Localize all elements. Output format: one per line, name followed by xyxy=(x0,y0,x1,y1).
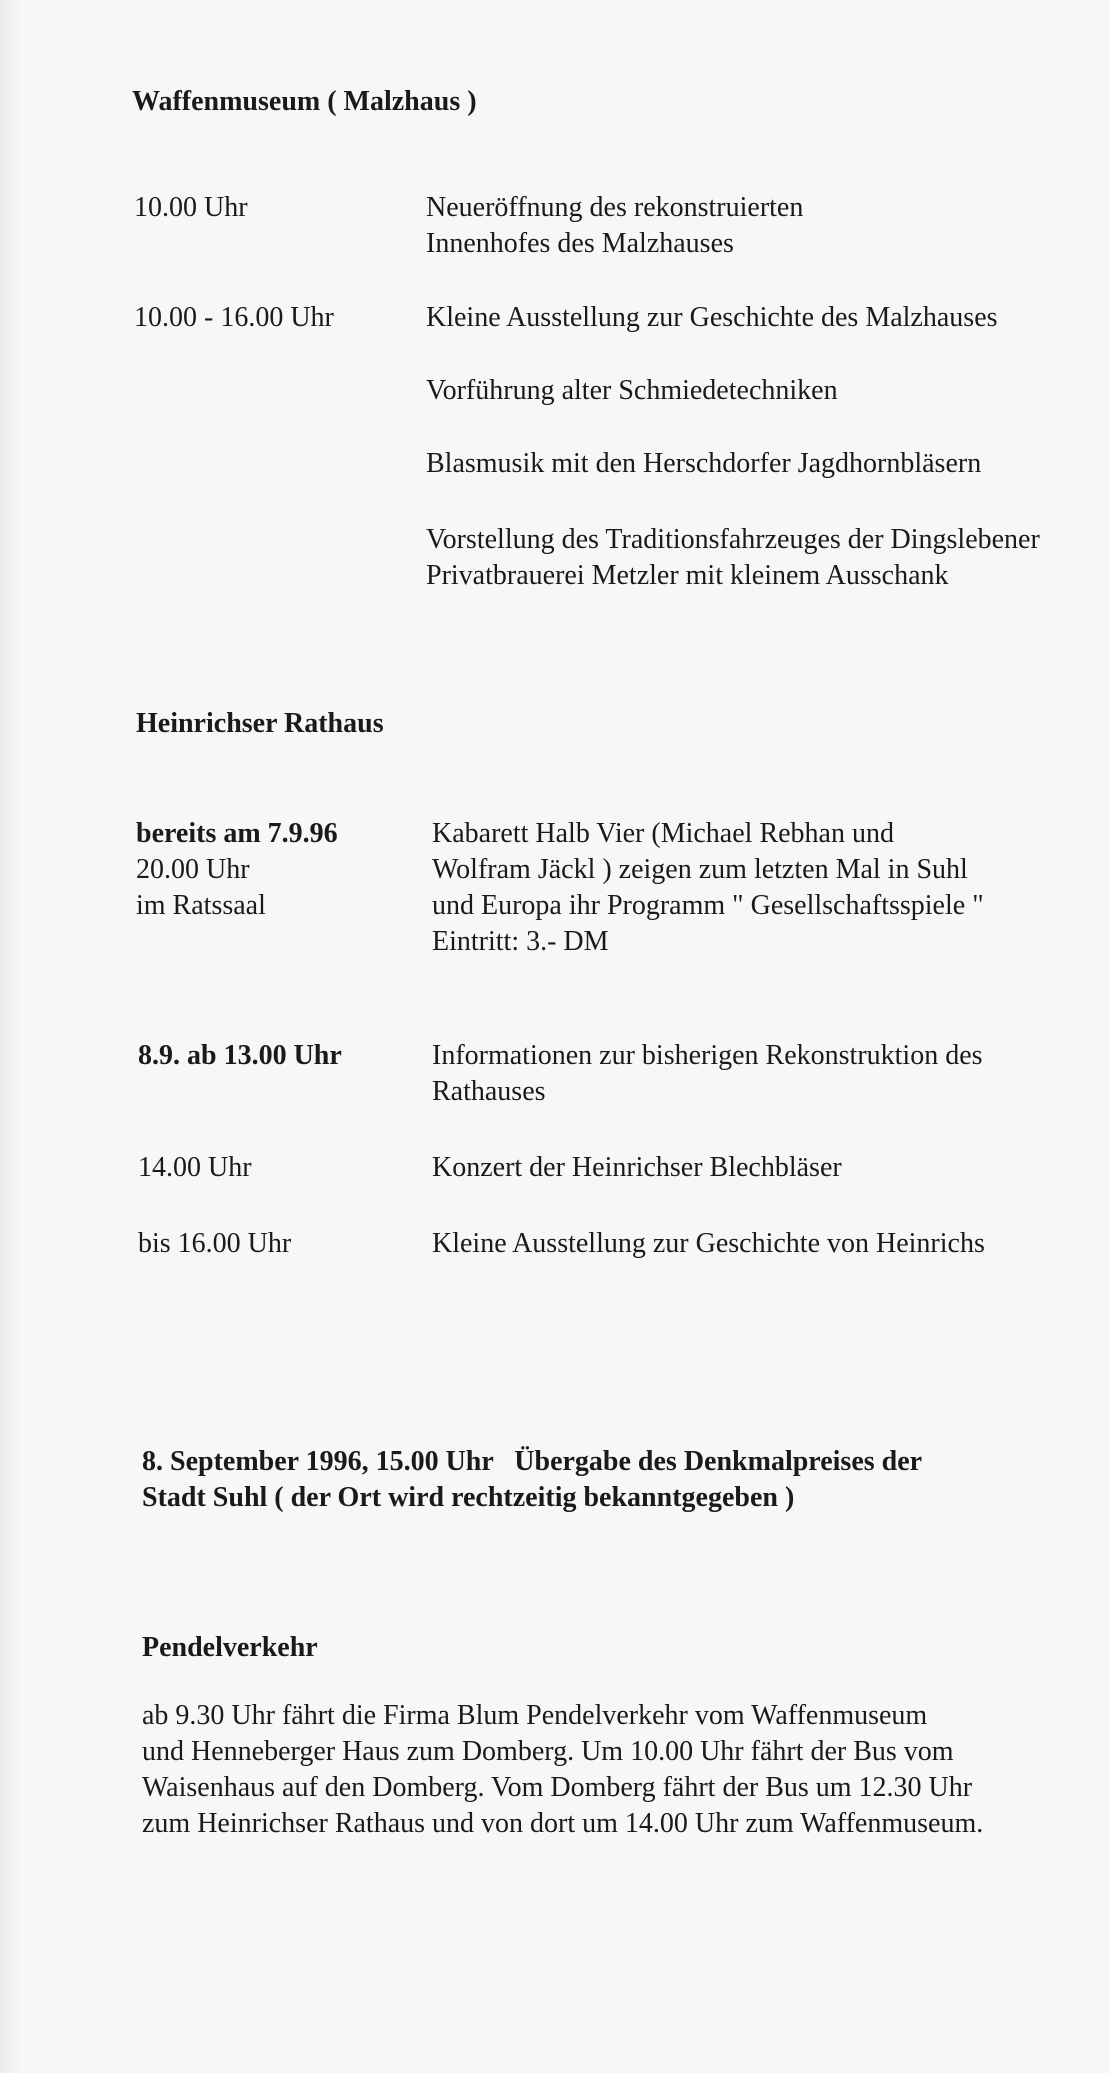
schedule-time: bis 16.00 Uhr xyxy=(138,1228,292,1259)
announcement-line: 8. September 1996, 15.00 Uhr Übergabe des Denkmalpreises der xyxy=(142,1446,923,1477)
section-heading-pendelverkehr: Pendelverkehr xyxy=(142,1632,318,1663)
schedule-time: 14.00 Uhr xyxy=(138,1152,252,1183)
schedule-text: Kleine Ausstellung zur Geschichte des Malzhauses xyxy=(426,302,998,333)
paragraph-line: Waisenhaus auf den Domberg. Vom Domberg fährt der Bus um 12.30 Uhr xyxy=(142,1772,973,1803)
schedule-text: Blasmusik mit den Herschdorfer Jagdhornbläsern xyxy=(426,448,982,479)
event-text: Wolfram Jäckl ) zeigen zum letzten Mal in Suhl xyxy=(432,854,968,885)
schedule-text: Informationen zur bisherigen Rekonstruktion des xyxy=(432,1040,983,1071)
event-text: und Europa ihr Programm " Gesellschaftsspiele " xyxy=(432,890,984,921)
schedule-text: Kleine Ausstellung zur Geschichte von Heinrichs xyxy=(432,1228,985,1259)
schedule-text: Konzert der Heinrichser Blechbläser xyxy=(432,1152,842,1183)
event-text: Kabarett Halb Vier (Michael Rebhan und xyxy=(432,818,894,849)
announcement-line: Stadt Suhl ( der Ort wird rechtzeitig bekanntgegeben ) xyxy=(142,1482,795,1513)
schedule-text: Vorstellung des Traditionsfahrzeuges der Dingslebener xyxy=(426,524,1040,555)
schedule-time: 10.00 Uhr xyxy=(134,192,248,223)
event-price: Eintritt: 3.- DM xyxy=(432,926,609,957)
schedule-text: Neueröffnung des rekonstruierten xyxy=(426,192,804,223)
section-heading-rathaus: Heinrichser Rathaus xyxy=(136,708,384,739)
schedule-text: Rathauses xyxy=(432,1076,546,1107)
schedule-time: 10.00 - 16.00 Uhr xyxy=(134,302,334,333)
schedule-text: Vorführung alter Schmiedetechniken xyxy=(426,375,838,406)
schedule-text: Privatbrauerei Metzler mit kleinem Ausschank xyxy=(426,560,949,591)
schedule-time: 8.9. ab 13.00 Uhr xyxy=(138,1040,342,1071)
paragraph-line: ab 9.30 Uhr fährt die Firma Blum Pendelverkehr vom Waffenmuseum xyxy=(142,1700,928,1731)
event-time: 20.00 Uhr xyxy=(136,854,250,885)
event-date: bereits am 7.9.96 xyxy=(136,818,338,849)
schedule-text: Innenhofes des Malzhauses xyxy=(426,228,734,259)
section-heading-waffenmuseum: Waffenmuseum ( Malzhaus ) xyxy=(132,86,477,117)
paragraph-line: und Henneberger Haus zum Domberg. Um 10.00 Uhr fährt der Bus vom xyxy=(142,1736,954,1767)
paragraph-line: zum Heinrichser Rathaus und von dort um 14.00 Uhr zum Waffenmuseum. xyxy=(142,1808,984,1839)
event-location: im Ratssaal xyxy=(136,890,266,921)
page-edge xyxy=(0,0,22,2073)
